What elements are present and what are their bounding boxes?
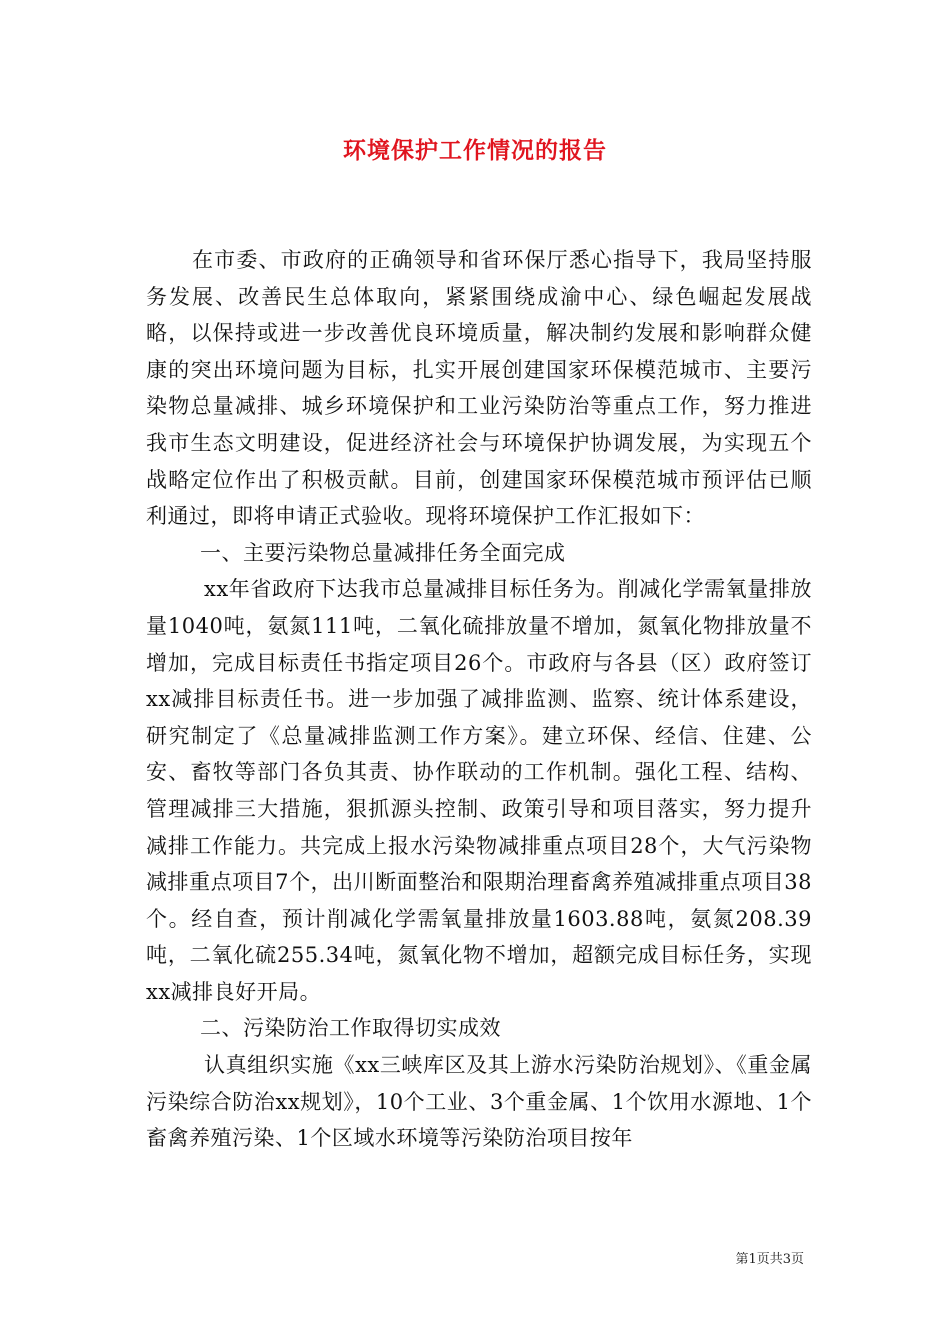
document-body [146, 242, 812, 1157]
section-2-paragraph: 认真组织实施《xx三峡库区及其上游水污染防治规划》、《重金属污染综合防治xx规划》，10个工业、3个重金属、1个饮用水源地、1个畜禽养殖污染、1个区域水环境等污染防治项目按年 [146, 1053, 812, 1151]
page-title: 环境保护工作情况的报告 [343, 137, 607, 164]
intro-paragraph: 在市委、市政府的正确领导和省环保厅悉心指导下，我局坚持服务发展、改善民生总体取向，紧紧围绕成渝中心、绿色崛起发展战略，以保持或进一步改善优良环境质量，解决制约发展和影响群众健康的突出环境问题为目标，扎实开展创建国家环保模范城市、主要污染物总量减排、城乡环境保护和工业污染防治等重点工作，努力推进我市生态文明建设，促进经济社会与环境保护协调发展，为实现五个战略定位作出了积极贡献。目前，创建国家环保模范城市预评估已顺利通过，即将申请正式验收。现将环境保护工作汇报如下： [146, 248, 812, 529]
section-1-paragraph: xx年省政府下达我市总量减排目标任务为。削减化学需氧量排放量1040吨，氨氮111吨，二氧化硫排放量不增加，氮氧化物排放量不增加，完成目标责任书指定项目26个。市政府与各县（区）政府签订xx减排目标责任书。进一步加强了减排监测、监察、统计体系建设，研究制定了《总量减排监测工作方案》。建立环保、经信、住建、公安、畜牧等部门各负其责、协作联动的工作机制。强化工程、结构、管理减排三大措施，狠抓源头控制、政策引导和项目落实，努力提升减排工作能力。共完成上报水污染物减排重点项目28个，大气污染物减排重点项目7个，出川断面整治和限期治理畜禽养殖减排重点项目38个。经自查，预计削减化学需氧量排放量1603.88吨，氨氮208.39吨，二氧化硫255.34吨，氮氧化物不增加，超额完成目标任务，实现xx减排良好开局。 [146, 577, 812, 1004]
section-heading-2: 二、污染防治工作取得切实成效 [200, 1016, 501, 1041]
page-number-footer: 第1页共3页 [735, 1252, 804, 1267]
section-heading-1: 一、主要污染物总量减排任务全面完成 [200, 540, 566, 565]
